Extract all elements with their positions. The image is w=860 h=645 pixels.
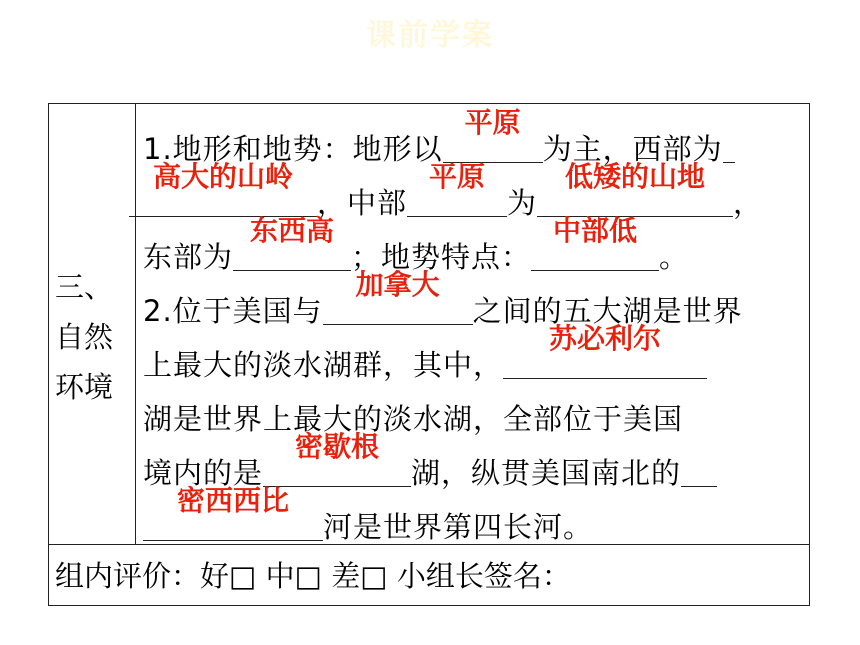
question-text: 境内的是	[143, 456, 264, 490]
answer-text: 低矮的山地	[565, 160, 706, 193]
answer-blank	[503, 322, 707, 379]
answer-text: 平原	[464, 106, 521, 139]
answer-text: 密西西比	[176, 484, 290, 517]
answer-blank	[723, 130, 735, 163]
answer-text: 高大的山岭	[152, 160, 294, 193]
answer-blank	[531, 214, 659, 271]
question-line	[143, 268, 807, 338]
answer-text: 东西高	[250, 214, 335, 247]
answer-blank	[143, 484, 323, 541]
page-title: 课前学案	[366, 18, 494, 53]
worksheet-table	[48, 103, 810, 606]
question-text: 东部为	[143, 240, 234, 274]
answer-text: 苏必利尔	[549, 322, 662, 355]
question-text: 湖是世界上最大的淡水湖，全部位于美国	[143, 402, 684, 436]
question-text: ，中部	[317, 186, 408, 220]
question-text: 之间的五大湖是世界	[472, 294, 743, 328]
question-text: 河是世界第四长河。	[323, 510, 594, 544]
question-text: 上最大的淡水湖群，其中，	[143, 348, 504, 382]
question-text: 湖，纵贯美国南北的	[411, 456, 682, 490]
answer-text: 中部低	[553, 214, 638, 247]
section-label	[55, 262, 131, 412]
section-label-line2: 自然	[55, 320, 114, 354]
answer-text: 密歇根	[295, 430, 380, 463]
answer-blank	[681, 454, 717, 487]
question-line	[143, 160, 807, 230]
question-line	[143, 214, 807, 284]
answer-blank	[407, 160, 507, 217]
answer-blank	[323, 268, 473, 325]
answer-text: 平原	[429, 160, 486, 193]
question-line	[143, 392, 807, 446]
question-text: 。	[659, 240, 690, 274]
question-text: 1.地形和地势：地形以	[143, 132, 443, 166]
section-label-line3: 环境	[55, 370, 114, 404]
question-text: ；地势特点：	[351, 240, 532, 274]
answer-text: 加拿大	[355, 268, 440, 301]
question-text: 2.位于美国与	[143, 294, 323, 328]
evaluation-row: 组内评价：好□ 中□ 差□ 小组长签名：	[55, 559, 571, 593]
question-text: ，	[733, 186, 764, 220]
section-label-line1: 三、	[55, 270, 114, 304]
question-text: 为	[507, 186, 538, 220]
answer-blank	[233, 214, 351, 271]
question-line	[143, 484, 807, 554]
question-content	[143, 106, 807, 554]
question-line	[143, 322, 807, 392]
column-divider	[135, 104, 136, 544]
question-text: 为主，西部为	[542, 132, 723, 166]
